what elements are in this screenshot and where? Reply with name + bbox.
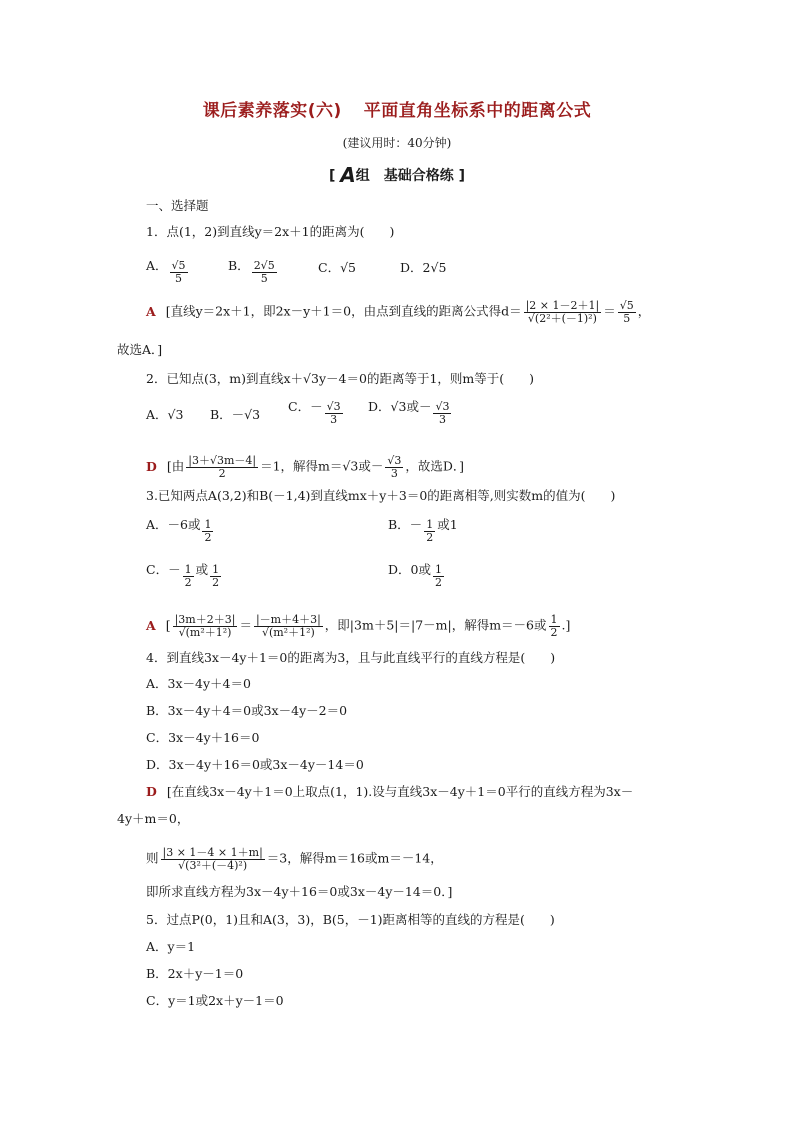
q4-option-c: C．3x－4y＋16＝0: [146, 730, 260, 745]
q2-answer: D: [146, 458, 157, 474]
q2-option-d: D．√3或－ $\frac{√3}{3}$: [368, 399, 450, 426]
q2-option-a: A．√3: [146, 407, 184, 422]
q4-solution: D [在直线3x－4y＋1＝0上取点(1，1).设与直线3x－4y＋1＝0平行的直线方程为3x－: [146, 784, 634, 799]
q5-stem: 5．过点P(0，1)且和A(3，3)，B(5，－1)距离相等的直线的方程是( ): [146, 912, 555, 927]
q5-option-b: B．2x＋y－1＝0: [146, 966, 244, 981]
q5-option-c: C．y＝1或2x＋y－1＝0: [146, 993, 284, 1008]
q3-answer: A: [146, 617, 156, 633]
q4-option-d: D．3x－4y＋16＝0或3x－4y－14＝0: [146, 757, 364, 772]
q2-stem: 2．已知点(3，m)到直线x＋√3y－4＝0的距离等于1，则m等于( ): [146, 371, 535, 386]
q4-stem: 4．到直线3x－4y＋1＝0的距离为3，且与此直线平行的直线方程是( ): [146, 650, 556, 665]
q3-solution: A [ $\frac{|3m+2+3|}{\text{√(m²＋1²)}}$ ＝ $\frac{|-m+4+3|}{\text{√(m²＋1²)}}$ ，即|3m＋5|＝|7－m|，解得m＝－6或 $\frac{1}{2}$ .]: [146, 613, 571, 639]
group-label: 组 基础合格练: [355, 168, 454, 184]
q1-solution-cont: 故选A．]: [117, 342, 163, 357]
bracket-close: ]: [458, 168, 466, 184]
group-letter: A: [340, 163, 356, 187]
q3-options-row2: [146, 560, 486, 594]
q1-solution: A [直线y＝2x＋1，即2x－y＋1＝0，由点到直线的距离公式得d＝ $\frac{|2 \times 1-2+1|}{\text{√(2²＋(－1)²)}}$ ＝ $\frac{√5}{5}$ ，: [146, 299, 651, 325]
q3-options-row1: [146, 515, 486, 549]
suggested-time: (建议用时：40分钟): [342, 136, 452, 150]
q1-option-c: C．√5: [318, 260, 356, 275]
title-part1: 课后素养落实(六): [202, 101, 342, 121]
q1-option-d: D．2√5: [400, 260, 447, 275]
q2-solution: D [由 $\frac{|3+√3m-4|}{2}$ ＝1，解得m＝√3或－ $\frac{√3}{3}$ ，故选D．]: [146, 454, 464, 480]
q4-solution-final: 即所求直线方程为3x－4y＋16＝0或3x－4y－14＝0．]: [146, 884, 453, 899]
q4-option-a: A．3x－4y＋4＝0: [146, 676, 251, 691]
q2-option-b: B．－√3: [210, 407, 261, 422]
section-heading: 一、选择题: [146, 198, 209, 213]
bracket-open: [: [328, 168, 336, 184]
q3-option-c: C．－ $\frac{1}{2}$ 或 $\frac{1}{2}$: [146, 562, 220, 589]
page-title: [0, 96, 794, 121]
q3-option-b: B．－ $\frac{1}{2}$ 或1: [388, 517, 458, 544]
q3-option-d: D．0或 $\frac{1}{2}$: [388, 562, 442, 589]
q2-option-c: C．－ $\frac{√3}{3}$: [288, 399, 341, 426]
q1-options: [146, 252, 466, 285]
q4-option-b: B．3x－4y＋4＝0或3x－4y－2＝0: [146, 703, 348, 718]
q5-option-a: A．y＝1: [146, 939, 196, 954]
q4-solution-calc: 则 $\frac{|3 \times 1-4 \times 1+m|}{\text{√(3²＋(－4)²)}}$ ＝3，解得m＝16或m＝－14，: [146, 846, 443, 872]
q1-option-b: B． $\frac{2√5}{5}$: [228, 258, 275, 285]
q4-solution-cont: 4y＋m＝0，: [117, 811, 190, 826]
group-heading: [0, 163, 794, 187]
q1-answer: A: [146, 303, 156, 319]
q2-options: [146, 397, 476, 431]
title-part2: 平面直角坐标系中的距离公式: [363, 101, 592, 121]
q1-stem: 1．点(1，2)到直线y＝2x＋1的距离为( ): [146, 224, 395, 239]
q1-option-a: A． $\frac{√5}{5}$: [146, 258, 186, 285]
q3-option-a: A．－6或 $\frac{1}{2}$: [146, 517, 212, 544]
q4-answer: D: [146, 784, 157, 799]
q3-stem: 3.已知两点A(3,2)和B(－1,4)到直线mx＋y＋3＝0的距离相等,则实数m的值为( ): [146, 488, 616, 503]
